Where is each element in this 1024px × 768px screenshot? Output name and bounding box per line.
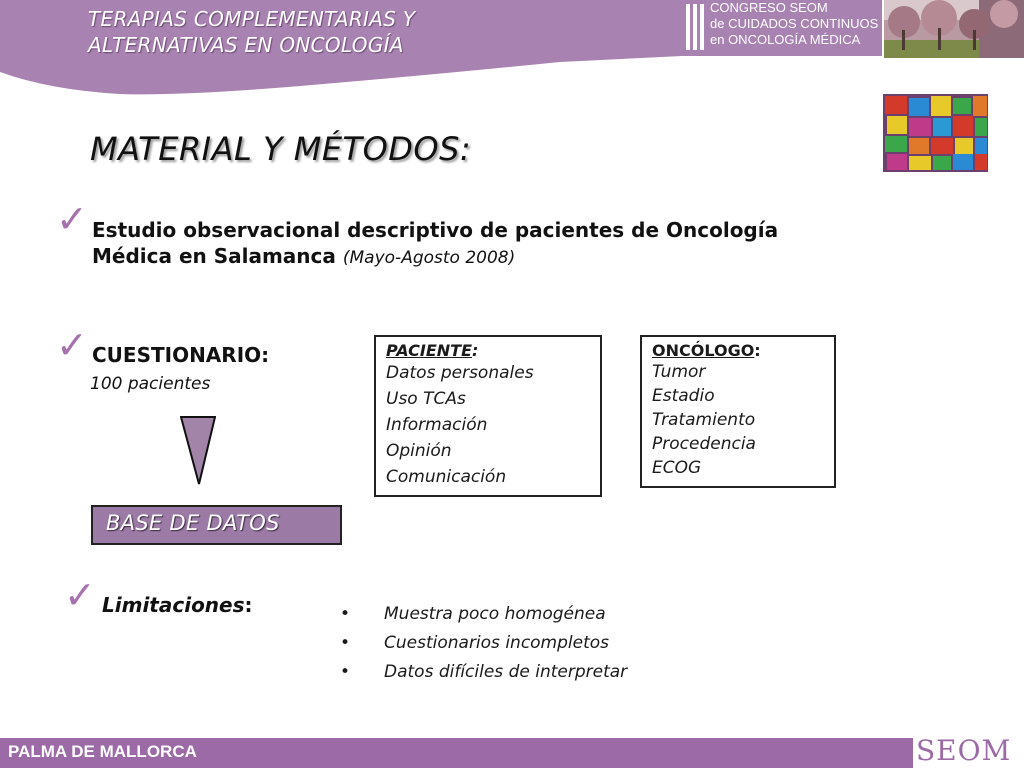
study-description: Estudio observacional descriptivo de pacientes de Oncología Médica en Salamanca (Mayo-Agosto 2008) [92, 218, 779, 268]
puzzle-image [883, 94, 988, 172]
bullet-icon: • [340, 633, 351, 653]
list-item: • Datos difíciles de interpretar [340, 658, 627, 687]
limitations-label: Limitaciones: [102, 593, 253, 617]
oncologist-box [640, 335, 836, 488]
bullet-icon: • [340, 662, 351, 682]
patient-box [374, 335, 602, 497]
triangle-down-icon [180, 416, 216, 486]
patient-box-title: PACIENTE: [386, 341, 479, 360]
checkmark-icon: ✓ [56, 323, 88, 367]
oncologist-box-item: Tratamiento [652, 410, 756, 430]
list-item: • Cuestionarios incompletos [340, 629, 627, 658]
patient-box-item: Uso TCAs [386, 389, 466, 409]
oncologist-box-item: Estadio [652, 386, 715, 406]
section-title: MATERIAL Y MÉTODOS: [90, 130, 472, 168]
patient-box-item: Opinión [386, 441, 452, 461]
patient-box-item: Comunicación [386, 467, 507, 487]
checkmark-icon: ✓ [64, 573, 96, 617]
congress-logo-bars [686, 4, 706, 50]
oncologist-box-item: Procedencia [652, 434, 756, 454]
oncologist-box-item: ECOG [652, 458, 702, 478]
seom-logo: SEOM [916, 734, 1012, 767]
list-item: • Muestra poco homogénea [340, 600, 627, 629]
header-title: TERAPIAS COMPLEMENTARIAS Y ALTERNATIVAS EN ONCOLOGÍA [88, 7, 416, 57]
patient-box-item: Información [386, 415, 488, 435]
limitations-list [340, 600, 627, 687]
bullet-icon: • [340, 604, 351, 624]
database-label: BASE DE DATOS [106, 511, 280, 535]
questionnaire-label: CUESTIONARIO: [92, 343, 270, 367]
checkmark-icon: ✓ [56, 197, 88, 241]
congress-name: CONGRESO SEOM de CUIDADOS CONTINUOS en ONCOLOGÍA MÉDICA [710, 0, 879, 47]
study-dates: (Mayo-Agosto 2008) [342, 248, 516, 268]
oncologist-box-title: ONCÓLOGO: [652, 341, 761, 360]
trees-photo [884, 0, 1024, 58]
oncologist-box-item: Tumor [652, 362, 706, 382]
footer-location: PALMA DE MALLORCA [8, 742, 197, 761]
questionnaire-count: 100 pacientes [90, 374, 211, 394]
patient-box-item: Datos personales [386, 363, 534, 383]
